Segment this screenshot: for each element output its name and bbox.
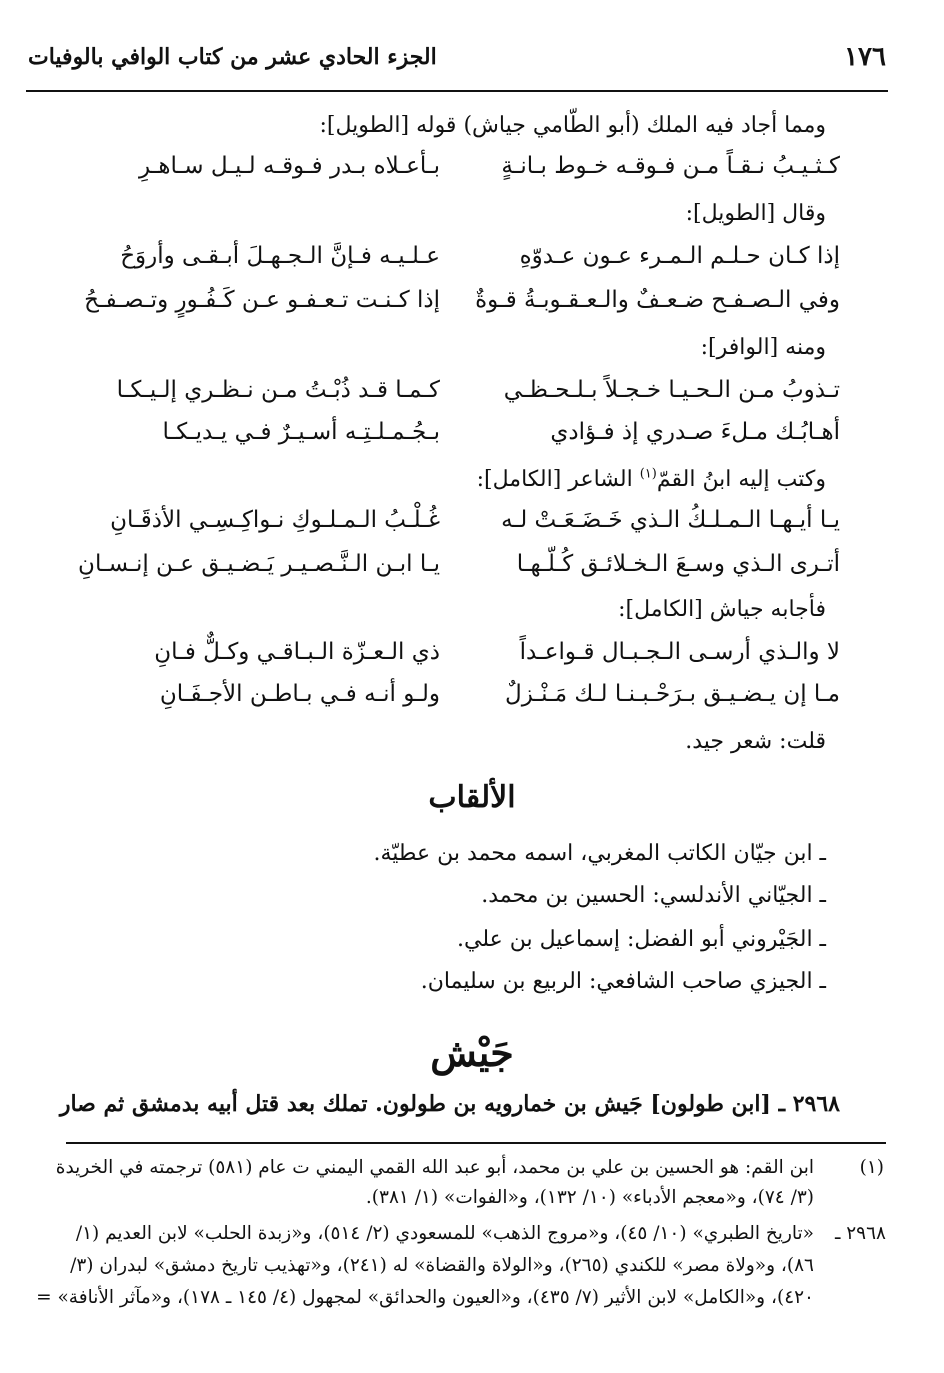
footnote-1-line-2: (٣/ ٧٤)، و«معجم الأدباء» (١٠/ ١٣٢)، و«الفوات» (١/ ٣٨١). xyxy=(365,1187,814,1208)
footnote-2-line-2: ٨٦)، و«ولاة مصر» للكندي (٢٦٥)، و«الولاة والقضاة» له (٢٤١)، و«تهذيب تاريخ دمشق» لبدران (٣/ xyxy=(70,1255,814,1276)
hemistich-second: بـأعـلاه بـدر فـوقـه لـيـل سـاهـرِ xyxy=(138,153,440,179)
hemistich-first: أهـابُـك مـلءَ صـدري إذ فـؤادي xyxy=(550,419,840,445)
verse-1 xyxy=(95,152,840,192)
laqab-item-4: ـ الجيزي صاحب الشافعي: الربيع بن سليمان. xyxy=(420,969,826,994)
intro-line-1: ومما أجاد فيه الملك (أبو الطّامي جياش) قوله [الطويل]: xyxy=(319,113,826,138)
verse-3 xyxy=(84,286,840,326)
footnote-ref: (١) xyxy=(639,466,657,482)
footnote-rule xyxy=(66,1142,886,1144)
hemistich-first: أتـرى الـذي وسـعَ الـخـلائـق كُـلّـهـا xyxy=(516,551,840,577)
laqab-item-1: ـ ابن جيّان الكاتب المغربي، اسمه محمد بن عطيّة. xyxy=(373,841,826,866)
comment-line: قلت: شعر جيد. xyxy=(685,729,826,754)
running-title: الجزء الحادي عشر من كتاب الوافي بالوفيات xyxy=(28,44,437,70)
hemistich-first: كـثـيـبُ نـقـاً مـن فـوقـه خـوط بـانـةٍ xyxy=(501,153,840,179)
intro-line-3: ومنه [الوافر]: xyxy=(700,335,826,360)
entry-number: ٢٩٦٨ ـ xyxy=(778,1091,840,1117)
hemistich-second: غُـلْـبُ الـمـلـوكِ نـواكِـسِـي الأذقَـانِ xyxy=(110,507,440,533)
hemistich-second: عـلـيـه فـإنَّ الـجـهـلَ أبـقـى وأروَحُ xyxy=(120,243,440,269)
entry-text: تملك بعد قتل أبيه بدمشق ثم صار xyxy=(59,1091,368,1117)
verse-8 xyxy=(95,638,840,678)
hemistich-second: إذا كـنـت تـعـفـو عـن كَـفُـورٍ وتـصـفـحُ xyxy=(84,287,440,313)
hemistich-first: تـذوبُ مـن الـحـيـا خـجـلاً بـلـحـظـي xyxy=(503,377,840,403)
hemistich-second: بـجُـمـلـتِـه أسـيـرٌ فـي يـديـكـا xyxy=(162,419,440,445)
section-title-jaysh: جَيْش xyxy=(430,1030,514,1075)
header-rule xyxy=(26,90,888,92)
hemistich-second: ذي الـعـزّة الـبـاقـي وكـلٌّ فـانِ xyxy=(154,639,440,665)
page-number: ١٧٦ xyxy=(844,42,886,72)
intro-text-after: الشاعر [الكامل]: xyxy=(476,467,640,492)
footnote-2-line-1: «تاريخ الطبري» (١٠/ ٤٥)، و«مروج الذهب» للمسعودي (٢/ ٥١٤)، و«زبدة الحلب» لابن العديم (١/ xyxy=(75,1223,814,1244)
hemistich-first: وفي الـصـفـح ضـعـفٌ والـعـقـوبـةُ قـوةٌ xyxy=(475,287,840,313)
footnote-1-mark: (١) xyxy=(859,1157,884,1178)
section-title-alqab: الألقاب xyxy=(428,780,516,815)
laqab-item-3: ـ الجَيْروني أبو الفضل: إسماعيل بن علي. xyxy=(457,927,826,952)
hemistich-second: كـمـا قـد ذُبْـتُ مـن نـظـري إلـيـكـا xyxy=(116,377,440,403)
hemistich-first: لا والـذي أرسـى الـجـبـال قـواعـداً xyxy=(519,639,840,665)
entry-name: [ابن طولون] جَيش بن خمارويه بن طولون. xyxy=(375,1091,771,1117)
verse-5 xyxy=(95,418,840,458)
footnote-2-mark: ٢٩٦٨ ـ xyxy=(834,1223,886,1244)
intro-text-before: وكتب إليه ابنُ القمّ xyxy=(656,467,826,492)
laqab-item-2: ـ الجيّاني الأندلسي: الحسين بن محمد. xyxy=(481,883,826,908)
hemistich-second: يـا ابـن الـنَّـصـيـر يَـضـيـق عـن إنـسـانِ xyxy=(78,551,440,577)
verse-7 xyxy=(78,550,840,590)
hemistich-second: ولـو أنـه فـي بـاطـن الأجـفَـانِ xyxy=(159,681,440,707)
verse-2 xyxy=(95,242,840,282)
footnote-1-line-1: ابن القم: هو الحسين بن علي بن محمد، أبو عبد الله القمي اليمني ت عام (٥٨١) ترجمته في الخريدة xyxy=(55,1157,814,1178)
entry-2968 xyxy=(60,1090,840,1119)
intro-line-5: فأجابه جياش [الكامل]: xyxy=(618,597,826,622)
footnote-2-line-3: ٤٢٠)، و«الكامل» لابن الأثير (٧/ ٤٣٥)، و«العيون والحدائق» لمجهول (٤/ ١٤٥ ـ ١٧٨)، و«مآثر الأنافة» = xyxy=(36,1287,814,1308)
hemistich-first: يـا أيـهـا الـمـلـكُ الـذي خَـضَـعَـتْ لـه xyxy=(501,507,840,533)
page-header xyxy=(28,42,886,86)
intro-line-4 xyxy=(477,466,826,495)
verse-6 xyxy=(95,506,840,546)
verse-9 xyxy=(95,680,840,720)
verse-4 xyxy=(95,376,840,416)
intro-line-2: وقال [الطويل]: xyxy=(685,201,826,226)
hemistich-first: مـا إن يـضـيـق بـرَحْـبـنـا لـك مَـنْـزلٌ xyxy=(504,681,840,707)
hemistich-first: إذا كـان حـلـم الـمـرء عـون عـدوّهِ xyxy=(519,243,840,269)
